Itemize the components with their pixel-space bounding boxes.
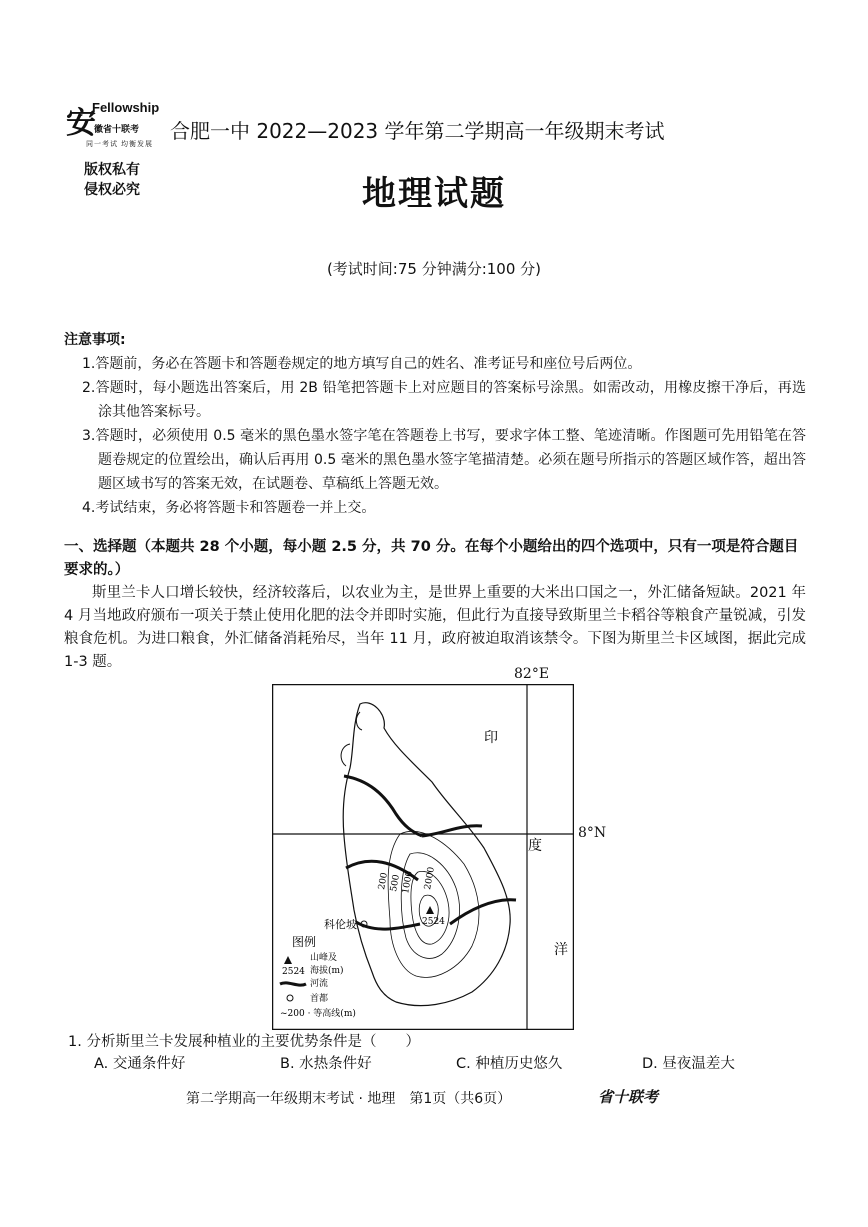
contour-label-1000: 1000 [401, 870, 415, 895]
longitude-label: 82°E [514, 666, 550, 682]
note-item: 1.答题前，务必在答题卡和答题卷规定的地方填写自己的姓名、准考证号和座位号后两位。 [82, 356, 642, 372]
peak-marker [426, 906, 434, 914]
copyright-line-1: 版权私有 [84, 162, 140, 178]
legend-title: 图例 [292, 935, 317, 949]
contour-label-200: 200 [377, 871, 390, 891]
map-frame [273, 685, 574, 1030]
notes-heading: 注意事项: [64, 332, 126, 348]
logo-sub: 徽省十联考 [94, 125, 140, 135]
footer-brand: 省十联考 [598, 1088, 659, 1106]
legend-river-line [280, 983, 306, 985]
option-a[interactable]: A. 交通条件好 [94, 1056, 186, 1072]
ocean-char-3: 洋 [554, 942, 568, 958]
legend-peak-label-2: 海拔(m) [310, 966, 344, 976]
legend-river: 河流 [310, 979, 329, 989]
question-1-stem: 1. 分析斯里兰卡发展种植业的主要优势条件是（ ） [68, 1034, 420, 1050]
logo-name: Fellowship [92, 100, 160, 115]
option-d[interactable]: D. 昼夜温差大 [642, 1056, 735, 1072]
legend-capital-marker [287, 995, 293, 1001]
peak-label: 2524 [422, 917, 445, 927]
option-c[interactable]: C. 种植历史悠久 [456, 1056, 563, 1072]
legend-peak-marker [284, 956, 292, 964]
question-1-options [94, 1052, 774, 1073]
river [344, 776, 422, 836]
option-b[interactable]: B. 水热条件好 [280, 1056, 372, 1072]
notes [64, 328, 806, 520]
subject-title: 地理试题 [362, 174, 506, 214]
exam-title: 合肥一中 2022—2023 学年第二学期高一年级期末考试 [170, 119, 665, 143]
sri-lanka-map [272, 684, 574, 1030]
legend-contour: ~200 · 等高线(m) [280, 1009, 356, 1019]
latitude-label: 8°N [578, 825, 607, 841]
exam-info: (考试时间:75 分钟满分:100 分) [326, 260, 542, 278]
note-item: 3.答题时，必须使用 0.5 毫米的黑色墨水签字笔在答题卷上书写，要求字体工整、笔迹清晰。作图题可先用铅笔在答题卷规定的位置绘出，确认后再用 0.5 毫米的黑色墨水签字笔描清楚。必须在题号所指示的答题区域作答，超出答题区域书写的答案无效，在试题卷、草稿纸上答题无效。 [82, 428, 806, 492]
copyright-line-2: 侵权必究 [84, 182, 140, 198]
legend-capital: 首都 [310, 994, 329, 1004]
logo-char: 安 [66, 106, 96, 141]
passage: 斯里兰卡人口增长较快，经济较落后，以农业为主，是世界上重要的大米出口国之一，外汇储备短缺。2021 年 4 月当地政府颁布一项关于禁止使用化肥的法令并即时实施，但此行为直接导致斯里兰卡稻谷等粮食产量锐减，引发粮食危机。为进口粮食，外汇储备消耗殆尽，当年 11 月，政府被迫取消该禁令。下图为斯里兰卡区域图，据此完成 1-3 题。 [64, 585, 806, 670]
note-item: 4.考试结束，务必将答题卡和答题卷一并上交。 [82, 500, 376, 516]
contour-label-2000: 2000 [423, 866, 437, 891]
footer: 第二学期高一年级期末考试 · 地理 第1页（共6页） [186, 1091, 512, 1107]
section-choice [64, 536, 806, 674]
legend-peak-value: 2524 [282, 967, 305, 977]
logo-small: 同一考试 均衡发展 [86, 141, 153, 148]
contour-label-500: 500 [389, 873, 402, 893]
ocean-char-2: 度 [528, 838, 542, 854]
capital-label: 科伦坡 [324, 918, 357, 931]
section-heading: 一、选择题（本题共 28 个小题，每小题 2.5 分，共 70 分。在每个小题给出的四个选项中，只有一项是符合题目要求的。） [64, 539, 799, 578]
river [356, 922, 420, 929]
legend-peak-label: 山峰及 [310, 953, 338, 963]
note-item: 2.答题时，每小题选出答案后，用 2B 铅笔把答题卡上对应题目的答案标号涂黑。如需改动，用橡皮擦干净后，再选涂其他答案标号。 [82, 380, 806, 420]
ocean-char-1: 印 [484, 730, 498, 746]
